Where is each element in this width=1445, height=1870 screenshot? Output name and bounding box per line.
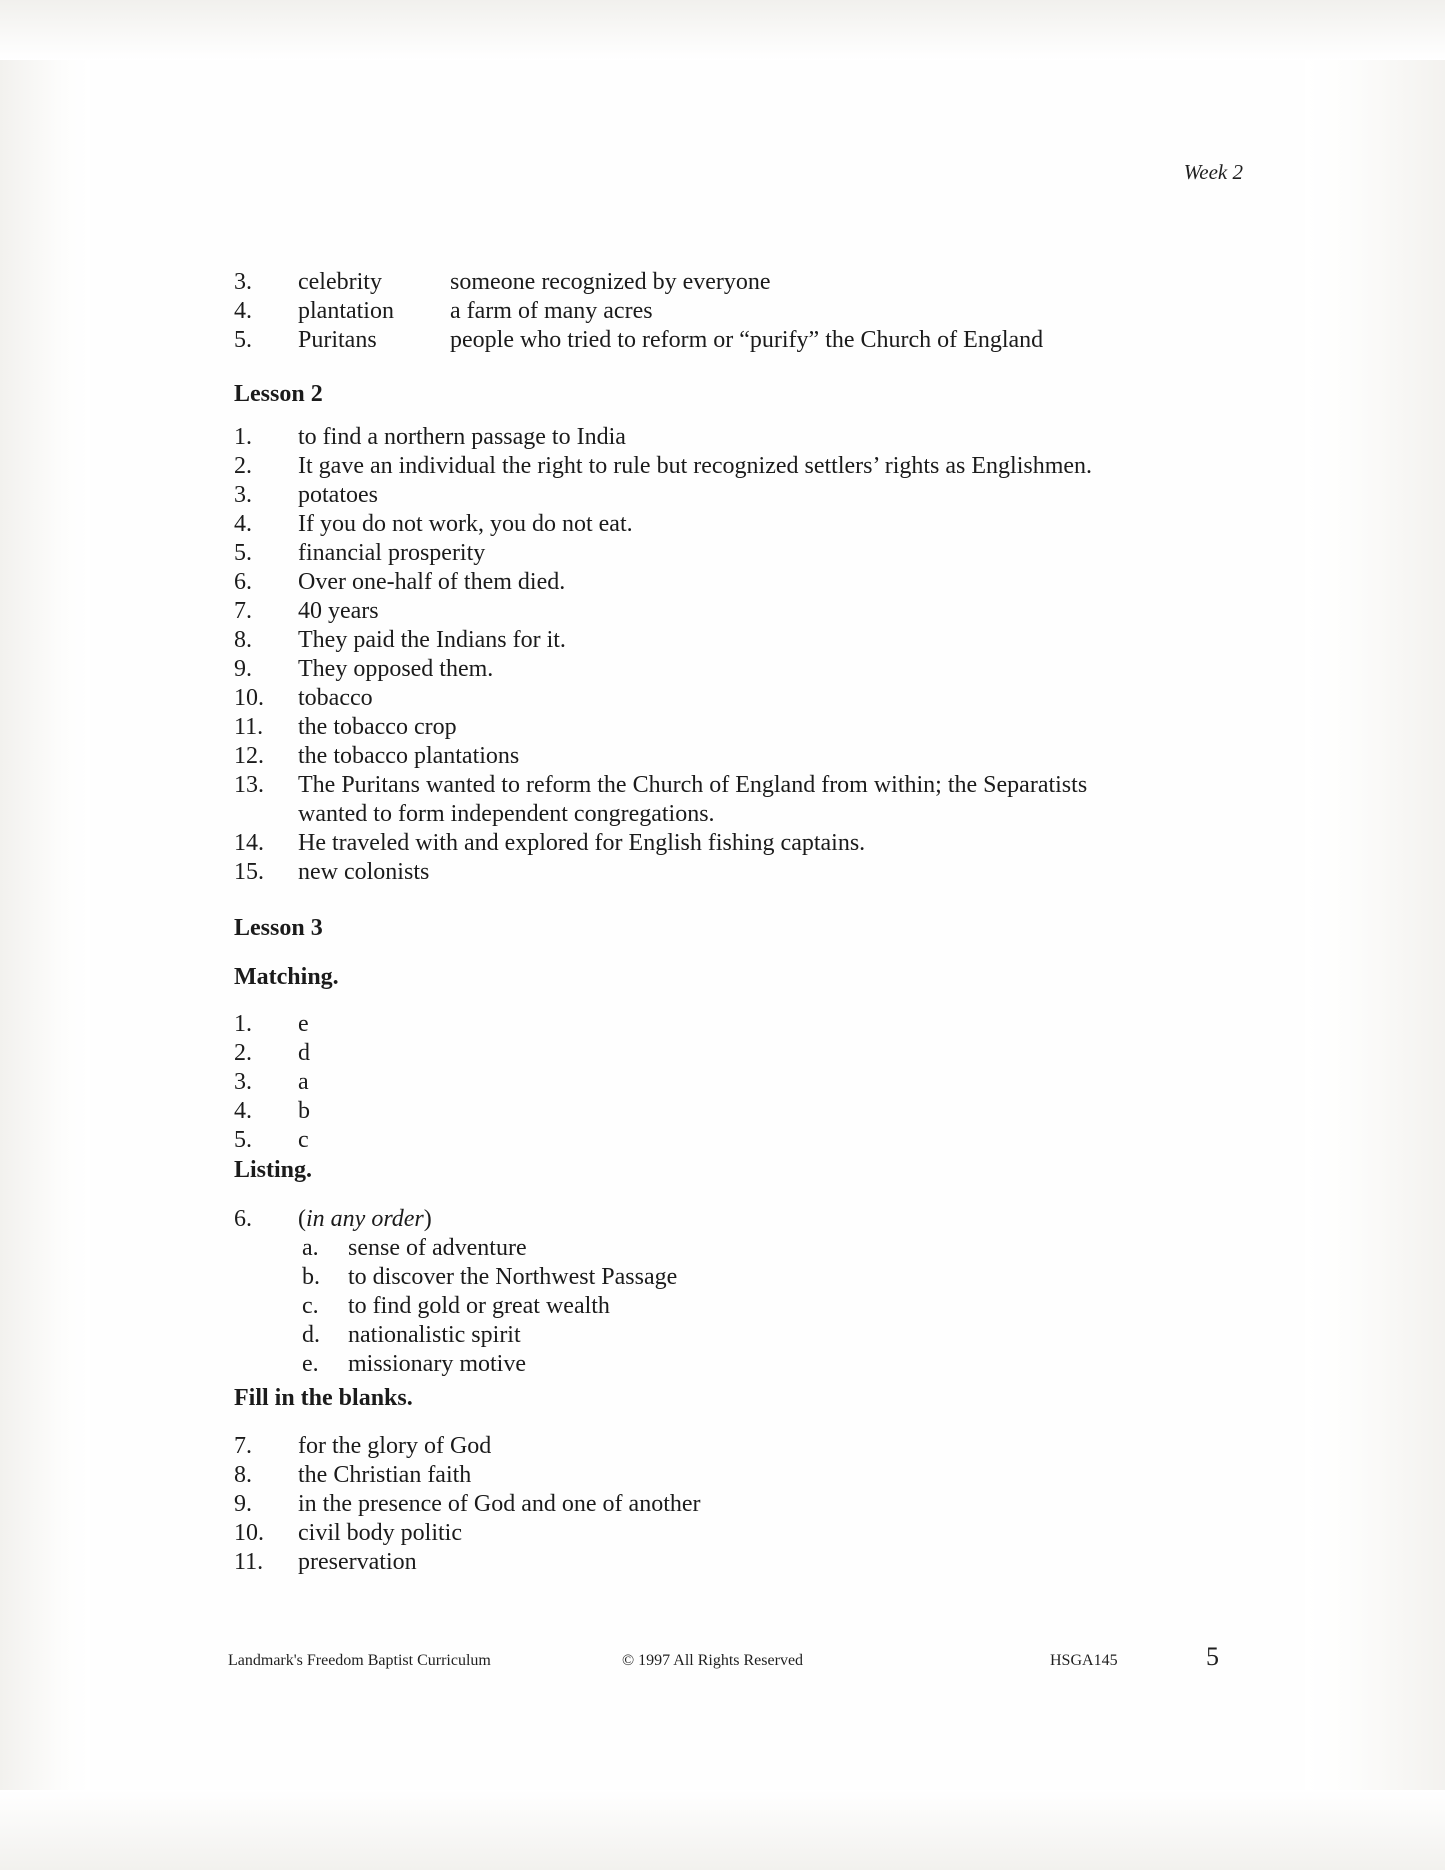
- item-number: 5.: [234, 327, 252, 353]
- item-text: Over one-half of them died.: [298, 569, 566, 595]
- item-number: 15.: [234, 859, 264, 885]
- list-item: [234, 510, 1254, 539]
- item-number: 2.: [234, 453, 252, 479]
- list-item: [234, 1097, 1254, 1126]
- item-term: Puritans: [298, 327, 377, 353]
- fill-in-the-blanks-list: [234, 1432, 1254, 1577]
- item-number: 12.: [234, 743, 264, 769]
- footer-publisher: Landmark's Freedom Baptist Curriculum: [228, 1652, 491, 1669]
- list-item: [234, 1490, 1254, 1519]
- footer-course-code: HSGA145: [1050, 1652, 1118, 1669]
- item-text: new colonists: [298, 859, 430, 885]
- list-item: [234, 597, 1254, 626]
- list-item: [234, 684, 1254, 713]
- item-number: 6.: [234, 1206, 252, 1232]
- item-text: e: [298, 1011, 309, 1037]
- sub-list-item: [234, 1350, 1254, 1379]
- list-item: [234, 1461, 1254, 1490]
- item-text: in the presence of God and one of another: [298, 1491, 701, 1517]
- order-note: in any order: [306, 1206, 424, 1232]
- item-number: 3.: [234, 269, 252, 295]
- list-item: [234, 423, 1254, 452]
- item-number: 10.: [234, 1520, 264, 1546]
- item-number: 6.: [234, 569, 252, 595]
- item-number: 11.: [234, 1549, 264, 1575]
- item-number: 5.: [234, 1127, 252, 1153]
- matching-heading: Matching.: [234, 964, 339, 990]
- list-item: [234, 1126, 1254, 1155]
- item-number: 3.: [234, 1069, 252, 1095]
- listing-heading: Listing.: [234, 1157, 313, 1183]
- list-item: [234, 713, 1254, 742]
- sub-item-letter: c.: [302, 1293, 319, 1319]
- item-number: 1.: [234, 1011, 252, 1037]
- lesson-2-list: [234, 423, 1254, 887]
- item-number: 2.: [234, 1040, 252, 1066]
- item-number: 3.: [234, 482, 252, 508]
- item-text: civil body politic: [298, 1520, 462, 1546]
- list-item: [234, 1010, 1254, 1039]
- fill-in-the-blanks-heading: Fill in the blanks.: [234, 1385, 413, 1411]
- sub-item-letter: a.: [302, 1235, 319, 1261]
- list-item: [234, 829, 1254, 858]
- scan-edge-top: [0, 0, 1445, 60]
- sub-list-item: [234, 1321, 1254, 1350]
- scan-edge-bottom: [0, 1790, 1445, 1870]
- item-text: the tobacco crop: [298, 714, 457, 740]
- list-item: [234, 1039, 1254, 1068]
- item-text: If you do not work, you do not eat.: [298, 511, 633, 537]
- item-term: plantation: [298, 298, 394, 324]
- list-item: [234, 1068, 1254, 1097]
- item-text: The Puritans wanted to reform the Church of England from within; the Separatists: [298, 772, 1088, 798]
- item-number: 5.: [234, 540, 252, 566]
- item-text: They paid the Indians for it.: [298, 627, 566, 653]
- item-text-continuation: wanted to form independent congregations.: [298, 801, 715, 827]
- item-number: 1.: [234, 424, 252, 450]
- sub-list-item: [234, 1263, 1254, 1292]
- item-definition: a farm of many acres: [450, 298, 653, 324]
- item-text: a: [298, 1069, 309, 1095]
- item-number: 10.: [234, 685, 264, 711]
- item-text: It gave an individual the right to rule but recognized settlers’ rights as Englishmen.: [298, 453, 1093, 479]
- sub-item-text: to find gold or great wealth: [348, 1293, 610, 1319]
- lesson-2-title: Lesson 2: [234, 381, 323, 407]
- list-item: [234, 568, 1254, 597]
- sub-item-letter: e.: [302, 1351, 319, 1377]
- item-text: [298, 1205, 1254, 1234]
- item-number: 14.: [234, 830, 264, 856]
- listing-list: [234, 1205, 1254, 1379]
- list-item: [234, 1205, 1254, 1234]
- list-item: [234, 626, 1254, 655]
- lesson-3-title: Lesson 3: [234, 915, 323, 941]
- item-number: 8.: [234, 627, 252, 653]
- item-text: potatoes: [298, 482, 378, 508]
- page-header-note: Week 2: [1183, 160, 1243, 184]
- item-number: 4.: [234, 298, 252, 324]
- item-text: c: [298, 1127, 309, 1153]
- footer-page-number: 5: [1206, 1642, 1219, 1671]
- paren-close: ): [423, 1206, 432, 1232]
- item-text: They opposed them.: [298, 656, 494, 682]
- item-text: He traveled with and explored for English fishing captains.: [298, 830, 866, 856]
- item-text: financial prosperity: [298, 540, 486, 566]
- item-text: 40 years: [298, 598, 379, 624]
- sub-item-text: to discover the Northwest Passage: [348, 1264, 678, 1290]
- paren-open: (: [298, 1206, 306, 1232]
- item-number: 11.: [234, 714, 264, 740]
- item-number: 7.: [234, 1433, 252, 1459]
- item-text: the tobacco plantations: [298, 743, 520, 769]
- list-item: [234, 481, 1254, 510]
- item-text: preservation: [298, 1549, 417, 1575]
- item-text: tobacco: [298, 685, 373, 711]
- item-text: to find a northern passage to India: [298, 424, 626, 450]
- list-item: [234, 771, 1254, 829]
- footer-copyright: © 1997 All Rights Reserved: [622, 1652, 804, 1669]
- sub-item-letter: d.: [302, 1322, 320, 1348]
- sub-item-letter: b.: [302, 1264, 320, 1290]
- item-term: celebrity: [298, 269, 382, 295]
- sub-item-text: missionary motive: [348, 1351, 526, 1377]
- item-text: d: [298, 1040, 310, 1066]
- vocabulary-list: [234, 268, 1254, 355]
- item-text: for the glory of God: [298, 1433, 492, 1459]
- sub-list-item: [234, 1234, 1254, 1263]
- list-item: [234, 1519, 1254, 1548]
- item-number: 8.: [234, 1462, 252, 1488]
- item-number: 4.: [234, 1098, 252, 1124]
- item-number: 7.: [234, 598, 252, 624]
- matching-list: [234, 1010, 1254, 1155]
- list-item: [234, 742, 1254, 771]
- list-item: [234, 858, 1254, 887]
- list-item: [234, 297, 1254, 326]
- list-item: [234, 655, 1254, 684]
- scan-edge-right: [1305, 0, 1445, 1870]
- item-number: 13.: [234, 772, 264, 798]
- item-number: 9.: [234, 656, 252, 682]
- list-item: [234, 268, 1254, 297]
- list-item: [234, 1548, 1254, 1577]
- item-definition: someone recognized by everyone: [450, 269, 771, 295]
- sub-item-text: sense of adventure: [348, 1235, 527, 1261]
- list-item: [234, 326, 1254, 355]
- item-definition: people who tried to reform or “purify” the Church of England: [450, 327, 1044, 353]
- sub-list-item: [234, 1292, 1254, 1321]
- item-text: b: [298, 1098, 310, 1124]
- list-item: [234, 539, 1254, 568]
- list-item: [234, 452, 1254, 481]
- item-number: 9.: [234, 1491, 252, 1517]
- sub-item-text: nationalistic spirit: [348, 1322, 521, 1348]
- list-item: [234, 1432, 1254, 1461]
- item-text: the Christian faith: [298, 1462, 472, 1488]
- scan-edge-left: [0, 0, 90, 1870]
- item-number: 4.: [234, 511, 252, 537]
